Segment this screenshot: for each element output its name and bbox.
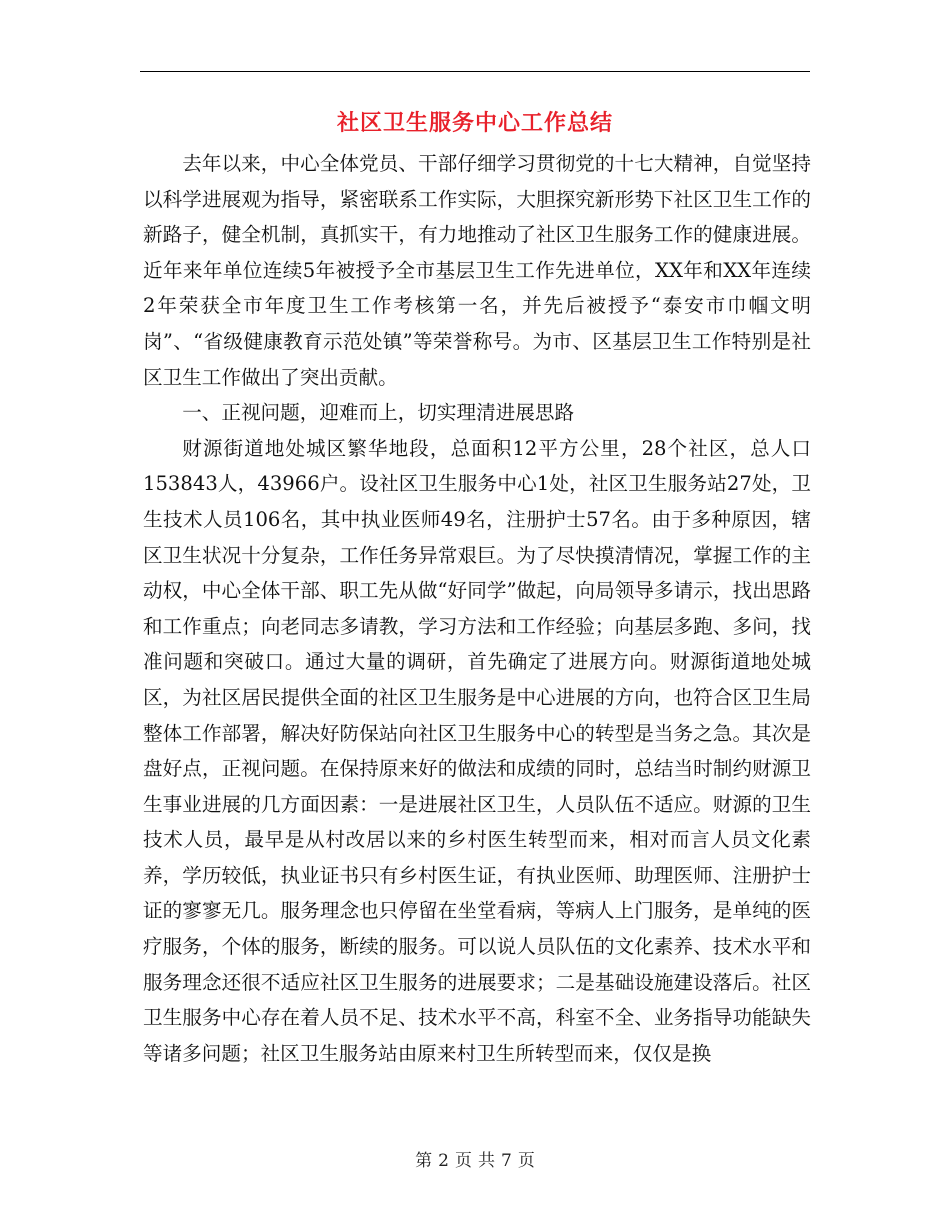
- paragraph-section-heading: 一、正视问题，迎难而上，切实理清进展思路: [182, 401, 575, 425]
- current-page-number: 2: [438, 1151, 449, 1171]
- paragraph-intro: 去年以来，中心全体党员、干部仔细学习贯彻党的十七大精神，自觉坚持以科学进展观为指导，紧密联系工作实际，大胆探究新形势下社区卫生工作的新路子，健全机制，真抓实干，有力地推动了社区卫生服务工作的健康进展。近年来年单位连续5年被授予全市基层卫生工作先进单位，XX年和XX年连续2年荣获全市年度卫生工作考核第一名，并先后被授予“泰安市巾帼文明岗”、“省级健康教育示范处镇”等荣誉称号。为市、区基层卫生工作特别是社区卫生工作做出了突出贡献。: [143, 152, 811, 389]
- paragraph-section-body: 财源街道地处城区繁华地段，总面积12平方公里，28个社区，总人口153843人，43966户。设社区卫生服务中心1处，社区卫生服务站27处，卫生技术人员106名，其中执业医师49名，注册护士57名。由于多种原因，辖区卫生状况十分复杂，工作任务异常艰巨。为了尽快摸清情况，掌握工作的主动权，中心全体干部、职工先从做“好同学”做起，向局领导多请示，找出思路和工作重点；向老同志多请教，学习方法和工作经验；向基层多跑、多问，找准问题和突破口。通过大量的调研，首先确定了进展方向。财源街道地处城区，为社区居民提供全面的社区卫生服务是中心进展的方向，也符合区卫生局整体工作部署，解决好防保站向社区卫生服务中心的转型是当务之急。其次是盘好点，正视问题。在保持原来好的做法和成绩的同时，总结当时制约财源卫生事业进展的几方面因素：一是进展社区卫生，人员队伍不适应。财源的卫生技术人员，最早是从村改居以来的乡村医生转型而来，相对而言人员文化素养，学历较低，执业证书只有乡村医生证，有执业医师、助理医师、注册护士证的寥寥无几。服务理念也只停留在坐堂看病，等病人上门服务，是单纯的医疗服务，个体的服务，断续的服务。可以说人员队伍的文化素养、技术水平和服务理念还很不适应社区卫生服务的进展要求；二是基础设施建设落后。社区卫生服务中心存在着人员不足、技术水平不高，科室不全、业务指导功能缺失等诸多问题；社区卫生服务站由原来村卫生所转型而来，仅仅是换: [143, 436, 811, 1065]
- document-body: [143, 146, 811, 1071]
- total-pages-number: 7: [501, 1151, 512, 1171]
- document-title: 社区卫生服务中心工作总结: [336, 111, 613, 136]
- header-rule: [140, 71, 810, 72]
- page-label-mid1: 页: [455, 1151, 472, 1171]
- page-label-suffix: 页: [517, 1151, 535, 1171]
- page-footer: [0, 1150, 950, 1172]
- page-label-mid2: 共: [478, 1151, 495, 1171]
- page-label-prefix: 第: [415, 1151, 433, 1171]
